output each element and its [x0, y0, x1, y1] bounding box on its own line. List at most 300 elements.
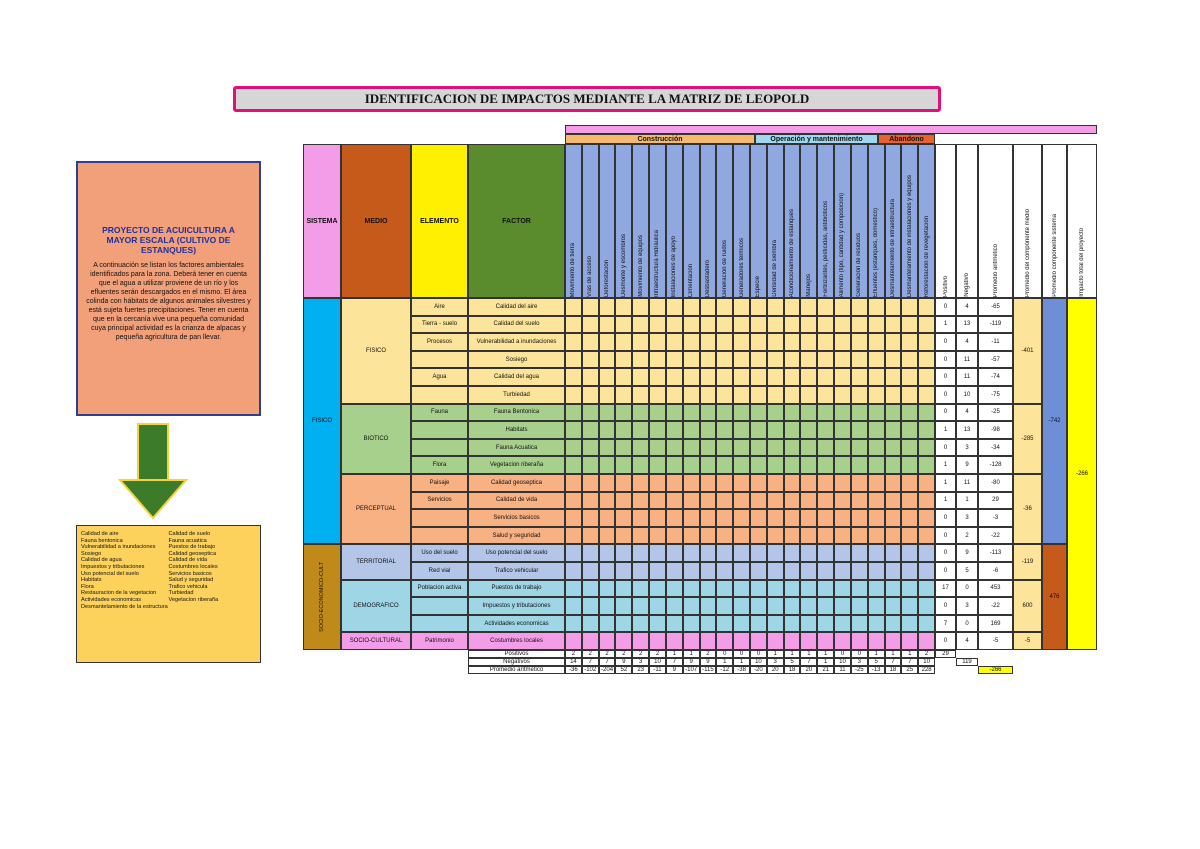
action-label: Alimento (tipo, cantidad y composición): [839, 192, 846, 297]
matrix-cell: [716, 509, 733, 527]
row-negativo-text: 3: [965, 602, 969, 609]
matrix-cell: [582, 527, 599, 545]
matrix-cell: [716, 368, 733, 386]
action-col-header: [700, 144, 717, 298]
factor-list-item: Restauracion de la vegetacion: [81, 590, 157, 597]
matrix-cell: [716, 615, 733, 633]
matrix-cell: [767, 386, 784, 404]
footer-positivos-text: 1: [689, 651, 693, 657]
matrix-cell: [716, 298, 733, 316]
matrix-cell: [901, 316, 918, 334]
matrix-cell: [683, 597, 700, 615]
footer-positivos-text: 2: [924, 651, 929, 657]
matrix-cell: [750, 421, 767, 439]
matrix-cell: [885, 597, 902, 615]
row-elemento: [411, 333, 468, 351]
row-elemento: [411, 456, 468, 474]
matrix-cell: [733, 597, 750, 615]
row-negativo: [956, 298, 978, 316]
footer-negativos-text: 10: [654, 659, 661, 665]
matrix-cell: [666, 421, 683, 439]
row-negativo-text: 11: [963, 374, 971, 381]
matrix-cell: [834, 456, 851, 474]
matrix-cell: [834, 386, 851, 404]
matrix-cell: [851, 421, 868, 439]
matrix-cell: [800, 544, 817, 562]
matrix-cell: [565, 597, 582, 615]
matrix-cell: [582, 456, 599, 474]
footer-promedio: [784, 666, 801, 674]
footer-positivos-text: 0: [739, 651, 744, 657]
footer-positivos: [750, 650, 767, 658]
row-promedio: [978, 527, 1013, 545]
footer-negativos: [733, 658, 750, 666]
matrix-cell: [716, 474, 733, 492]
footer-positivos: [716, 650, 733, 658]
medio-promedio: [1013, 580, 1042, 633]
row-promedio-text: -80: [991, 479, 1000, 486]
row-elemento-blank: [411, 509, 468, 527]
row-positivo-text: 0: [943, 338, 948, 345]
matrix-cell: [834, 509, 851, 527]
matrix-cell: [599, 562, 616, 580]
matrix-cell: [582, 615, 599, 633]
row-positivo-text: 1: [943, 479, 948, 486]
row-positivo: [935, 439, 956, 457]
matrix-cell: [716, 544, 733, 562]
matrix-cell: [632, 368, 649, 386]
matrix-cell: [885, 404, 902, 422]
factor-list-item: Turbiedad: [168, 590, 194, 597]
row-factor-text: Actividades economicas: [484, 620, 549, 627]
header-elemento: [411, 144, 468, 298]
matrix-cell: [767, 562, 784, 580]
matrix-cell: [700, 474, 717, 492]
footer-negativos-text: 7: [908, 659, 912, 665]
matrix-cell: [599, 351, 616, 369]
matrix-cell: [700, 544, 717, 562]
matrix-cell: [582, 298, 599, 316]
matrix-cell: [800, 456, 817, 474]
footer-promedio-text: 9: [672, 667, 676, 673]
row-elemento: [411, 544, 468, 562]
matrix-cell: [918, 492, 935, 510]
matrix-cell: [683, 632, 700, 650]
matrix-cell: [817, 404, 834, 422]
matrix-cell: [733, 351, 750, 369]
matrix-cell: [716, 439, 733, 457]
footer-positivos: [868, 650, 885, 658]
matrix-cell: [784, 562, 801, 580]
matrix-cell: [582, 316, 599, 334]
row-factor-text: Vegetacion riberaña: [489, 462, 544, 469]
matrix-cell: [784, 527, 801, 545]
matrix-cell: [716, 580, 733, 598]
footer-promedio-text: 18: [889, 667, 897, 673]
row-negativo-text: 9: [965, 550, 969, 557]
matrix-cell: [565, 474, 582, 492]
row-positivo-text: 0: [943, 303, 948, 310]
footer-promedio-text: -115: [702, 667, 714, 673]
matrix-cell: [750, 298, 767, 316]
action-col-header: [565, 144, 582, 298]
footer-negativos: [683, 658, 700, 666]
factor-list-item: Puestos de trabajo: [168, 544, 216, 551]
footer-negativos: [599, 658, 616, 666]
row-positivo: [935, 527, 956, 545]
matrix-cell: [666, 492, 683, 510]
matrix-cell: [632, 632, 649, 650]
matrix-cell: [683, 456, 700, 474]
row-negativo-text: 11: [963, 356, 971, 363]
matrix-cell: [834, 492, 851, 510]
footer-negativos-text: 10: [839, 659, 846, 665]
matrix-cell: [800, 509, 817, 527]
footer-promedio: [918, 666, 935, 674]
matrix-cell: [683, 351, 700, 369]
matrix-cell: [716, 316, 733, 334]
footer-promedio-text: -102: [584, 667, 597, 673]
matrix-cell: [750, 368, 767, 386]
footer-positivos-text: 2: [706, 651, 710, 657]
row-factor-text: Fauna Acuatica: [495, 444, 538, 451]
matrix-cell: [683, 527, 700, 545]
action-label: Generación de residuos: [856, 233, 863, 297]
matrix-cell: [632, 404, 649, 422]
matrix-cell: [918, 632, 935, 650]
row-positivo: [935, 492, 956, 510]
footer-negativos: [918, 658, 935, 666]
summary-header: [978, 144, 1013, 298]
matrix-cell: [868, 298, 885, 316]
matrix-cell: [649, 544, 666, 562]
matrix-cell: [767, 509, 784, 527]
matrix-cell: [851, 632, 868, 650]
row-promedio: [978, 562, 1013, 580]
matrix-cell: [733, 456, 750, 474]
sistema-socio: [303, 544, 341, 650]
matrix-cell: [615, 597, 632, 615]
matrix-cell: [834, 333, 851, 351]
action-label: Especie: [755, 275, 762, 297]
matrix-cell: [851, 615, 868, 633]
header-sistema: [303, 144, 341, 298]
matrix-cell: [716, 492, 733, 510]
matrix-cell: [851, 580, 868, 598]
footer-promedio-text: 11: [839, 667, 846, 673]
row-promedio: [978, 368, 1013, 386]
footer-negativos: [750, 658, 767, 666]
action-label: Fertilizantes, pesticidas, antibióticos: [822, 201, 829, 297]
row-factor-text: Calidad del suelo: [493, 321, 540, 328]
row-negativo: [956, 456, 978, 474]
row-promedio-text: 453: [990, 585, 1001, 592]
footer-negativos: [767, 658, 784, 666]
matrix-cell: [649, 404, 666, 422]
phase-0-text: Construcción: [637, 135, 683, 143]
row-factor-text: Impuestos y tributaciones: [482, 602, 551, 609]
action-label: Acondicionamiento de estanques: [789, 208, 796, 297]
matrix-cell: [800, 492, 817, 510]
matrix-cell: [918, 580, 935, 598]
row-negativo: [956, 544, 978, 562]
matrix-cell: [918, 474, 935, 492]
matrix-cell: [800, 474, 817, 492]
matrix-cell: [868, 597, 885, 615]
row-positivo-text: 1: [943, 321, 948, 328]
matrix-cell: [750, 527, 767, 545]
matrix-cell: [901, 562, 918, 580]
row-elemento-text: Patrimonio: [425, 638, 454, 645]
footer-negativos: [666, 658, 683, 666]
footer-promedio: [901, 666, 918, 674]
row-negativo-text: 0: [965, 620, 969, 627]
matrix-cell: [901, 351, 918, 369]
matrix-cell: [683, 474, 700, 492]
matrix-cell: [918, 333, 935, 351]
footer-negativos-text: 9: [689, 659, 693, 665]
matrix-cell: [851, 597, 868, 615]
matrix-cell: [649, 316, 666, 334]
row-factor-text: Turbiedad: [503, 391, 530, 398]
matrix-cell: [918, 544, 935, 562]
row-promedio-text: -22: [991, 532, 1000, 539]
row-promedio: [978, 474, 1013, 492]
row-factor: [468, 316, 565, 334]
matrix-cell: [649, 456, 666, 474]
matrix-cell: [817, 316, 834, 334]
matrix-cell: [565, 298, 582, 316]
row-negativo: [956, 404, 978, 422]
footer-negativos-text: 10: [923, 659, 930, 665]
matrix-cell: [851, 509, 868, 527]
matrix-cell: [666, 615, 683, 633]
matrix-cell: [666, 597, 683, 615]
factor-list-item: Calidad de aire: [81, 531, 119, 537]
row-negativo: [956, 597, 978, 615]
row-elemento-blank: [411, 615, 468, 633]
footer-positivos-text: 2: [571, 651, 576, 657]
matrix-cell: [565, 632, 582, 650]
row-negativo: [956, 615, 978, 633]
footer-positivos: [885, 650, 902, 658]
row-elemento-text: Procesos: [426, 338, 452, 345]
matrix-cell: [582, 509, 599, 527]
row-positivo-text: 1: [943, 462, 948, 469]
row-negativo-text: 4: [965, 638, 969, 645]
row-positivo-text: 0: [943, 444, 948, 451]
footer-promedio: [851, 666, 868, 674]
matrix-cell: [632, 544, 649, 562]
footer-label-text: Promedio aritmetico: [489, 667, 544, 673]
matrix-cell: [582, 439, 599, 457]
matrix-cell: [700, 368, 717, 386]
matrix-cell: [817, 544, 834, 562]
matrix-cell: [565, 527, 582, 545]
matrix-cell: [733, 404, 750, 422]
matrix-cell: [817, 456, 834, 474]
matrix-cell: [834, 544, 851, 562]
matrix-cell: [851, 544, 868, 562]
matrix-cell: [565, 439, 582, 457]
action-col-header: [599, 144, 616, 298]
factor-list-item: Calidad geoseptica: [168, 550, 217, 557]
row-factor-text: Costumbres locales: [490, 638, 543, 645]
medio-promedio: [1013, 404, 1042, 474]
footer-promedio: [700, 666, 717, 674]
matrix-cell: [784, 351, 801, 369]
matrix-cell: [885, 421, 902, 439]
footer-total-prom-text: -266: [989, 667, 1002, 673]
row-factor: [468, 580, 565, 598]
matrix-cell: [683, 544, 700, 562]
row-factor: [468, 492, 565, 510]
action-label: Instalaciones de apoyo: [671, 235, 678, 297]
row-elemento-text: Fauna: [430, 409, 448, 416]
matrix-cell: [733, 562, 750, 580]
row-promedio-text: -113: [989, 550, 1002, 557]
matrix-cell: [750, 632, 767, 650]
matrix-cell: [834, 562, 851, 580]
row-positivo-text: 0: [943, 391, 948, 398]
matrix-cell: [851, 474, 868, 492]
matrix-cell: [784, 509, 801, 527]
action-label: Manejos: [805, 274, 812, 297]
matrix-cell: [649, 298, 666, 316]
matrix-cell: [784, 632, 801, 650]
matrix-cell: [817, 527, 834, 545]
footer-promedio-text: 18: [788, 667, 796, 673]
matrix-cell: [918, 439, 935, 457]
matrix-cell: [868, 456, 885, 474]
matrix-cell: [632, 474, 649, 492]
row-elemento-text: Aire: [434, 303, 445, 310]
footer-negativos: [716, 658, 733, 666]
matrix-cell: [666, 632, 683, 650]
matrix-cell: [767, 421, 784, 439]
action-col-header: [868, 144, 885, 298]
row-positivo-text: 0: [943, 514, 948, 521]
action-col-header: [918, 144, 935, 298]
row-negativo: [956, 333, 978, 351]
matrix-cell: [615, 316, 632, 334]
matrix-cell: [885, 474, 902, 492]
action-col-header: [901, 144, 918, 298]
matrix-cell: [582, 580, 599, 598]
footer-positivos-text: 0: [840, 651, 845, 657]
row-positivo-text: 1: [943, 426, 948, 433]
summary-label: Positivo: [942, 275, 949, 297]
footer-negativos: [582, 658, 599, 666]
row-factor-text: Vulnerabilidad a inundaciones: [476, 338, 557, 345]
medio-promedio-text: -119: [1021, 558, 1034, 565]
matrix-cell: [683, 439, 700, 457]
matrix-cell: [834, 421, 851, 439]
matrix-cell: [834, 368, 851, 386]
footer-positivos: [700, 650, 717, 658]
sistema-promedio-fisico-text: -742: [1048, 418, 1061, 425]
matrix-cell: [666, 527, 683, 545]
matrix-cell: [784, 386, 801, 404]
factor-list-item: Calidad de agua: [81, 557, 122, 564]
medio-label: [341, 544, 411, 579]
row-positivo: [935, 632, 956, 650]
matrix-cell: [666, 439, 683, 457]
action-col-header: [582, 144, 599, 298]
row-negativo-text: 3: [965, 514, 969, 521]
matrix-cell: [666, 456, 683, 474]
row-elemento-blank: [411, 527, 468, 545]
row-positivo: [935, 544, 956, 562]
matrix-cell: [716, 456, 733, 474]
matrix-cell: [649, 351, 666, 369]
matrix-cell: [901, 597, 918, 615]
row-promedio-text: 169: [990, 620, 1001, 627]
row-factor: [468, 597, 565, 615]
matrix-cell: [599, 368, 616, 386]
action-col-header: [817, 144, 834, 298]
matrix-cell: [868, 404, 885, 422]
matrix-cell: [784, 368, 801, 386]
matrix-cell: [683, 421, 700, 439]
action-col-header: [851, 144, 868, 298]
matrix-cell: [565, 404, 582, 422]
matrix-cell: [750, 615, 767, 633]
footer-negativos: [800, 658, 817, 666]
factor-list-col1: [81, 531, 169, 657]
row-promedio-text: -75: [991, 391, 1000, 398]
footer-positivos-text: 2: [588, 651, 592, 657]
row-positivo-text: 0: [943, 356, 948, 363]
matrix-cell: [733, 333, 750, 351]
matrix-cell: [700, 316, 717, 334]
matrix-cell: [649, 368, 666, 386]
action-label: Reforestación de revegetación: [923, 215, 930, 297]
matrix-cell: [901, 439, 918, 457]
matrix-cell: [784, 333, 801, 351]
medio-promedio-text: 600: [1022, 602, 1033, 609]
footer-positivos-text: 1: [824, 651, 828, 657]
matrix-cell: [649, 474, 666, 492]
medio-promedio: [1013, 632, 1042, 650]
factor-list-item: Calidad de suelo: [168, 531, 211, 537]
footer-negativos-text: 14: [570, 659, 577, 665]
footer-negativos: [817, 658, 834, 666]
matrix-cell: [767, 580, 784, 598]
matrix-cell: [868, 580, 885, 598]
footer-negativos-text: 3: [639, 659, 643, 665]
footer-total-pos: [935, 650, 956, 658]
matrix-cell: [700, 492, 717, 510]
sistema-promedio-fisico: [1042, 298, 1067, 544]
row-positivo-text: 17: [942, 585, 949, 592]
matrix-cell: [733, 386, 750, 404]
factor-list-item: Habitats: [81, 577, 102, 584]
matrix-cell: [632, 509, 649, 527]
matrix-cell: [733, 615, 750, 633]
page-title: IDENTIFICACION DE IMPACTOS MEDIANTE LA MATRIZ DE LEOPOLD: [233, 86, 941, 112]
footer-total-pos-text: 29: [942, 651, 949, 657]
matrix-cell: [901, 492, 918, 510]
medio-label: [341, 474, 411, 544]
matrix-cell: [784, 421, 801, 439]
row-factor-text: Uso potencial del suelo: [485, 550, 548, 557]
matrix-cell: [750, 439, 767, 457]
footer-negativos-text: 3: [857, 659, 861, 665]
footer-promedio-text: -13: [871, 667, 881, 673]
footer-negativos: [885, 658, 902, 666]
footer-negativos-text: 9: [706, 659, 710, 665]
